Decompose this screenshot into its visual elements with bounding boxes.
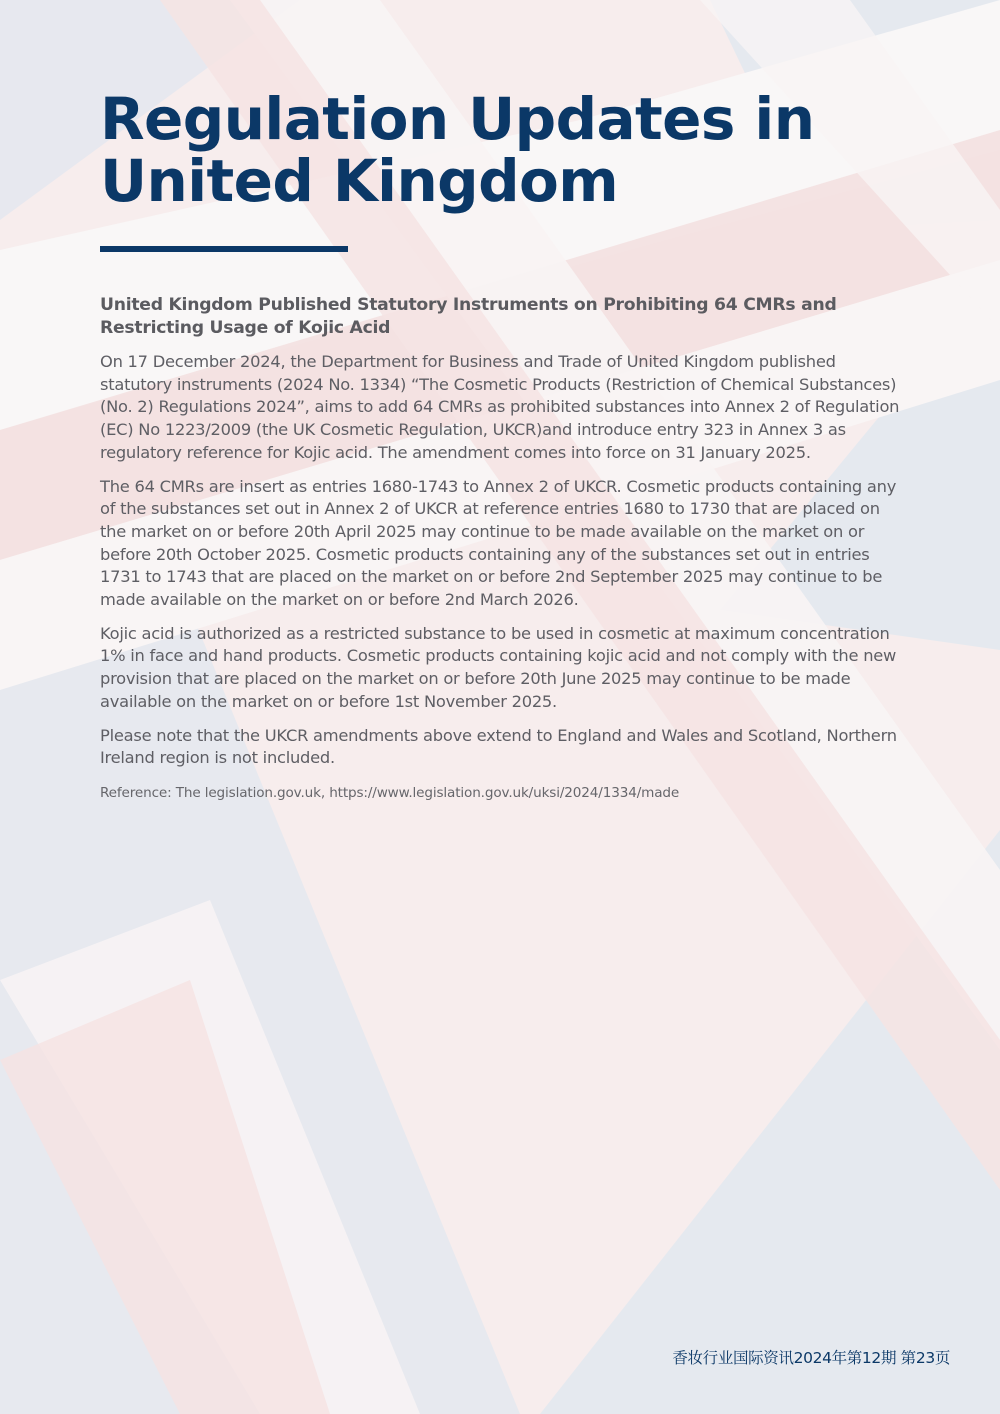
paragraph-4: Please note that the UKCR amendments above extend to England and Wales and Scotland, Northern Ireland region is not included. [100,725,897,768]
page-footer: 香妆行业国际资讯2024年第12期 第23页 [672,1349,950,1367]
reference-line: Reference: The legislation.gov.uk, https://www.legislation.gov.uk/uksi/2024/1334/made [100,784,680,801]
paragraph-3: Kojic acid is authorized as a restricted substance to be used in cosmetic at maximum concentration 1% in face and hand products. Cosmetic products containing kojic acid and not comply with the new provision that are placed on the market on or before 20th June 2025 may continue to be made available on the market on or before 1st November 2025. [100,623,897,711]
title-underline [100,246,348,252]
article-heading: United Kingdom Published Statutory Instruments on Prohibiting 64 CMRs and Restricting Usage of Kojic Acid [100,295,837,338]
paragraph-1: On 17 December 2024, the Department for Business and Trade of United Kingdom published statutory instruments (2024 No. 1334) “The Cosmetic Products (Restriction of Chemical Substances) (No. 2) Regulations 2024”, aims to add 64 CMRs as prohibited substances into Annex 2 of Regulation (EC) No 1223/2009 (the UK Cosmetic Regulation, UKCR)and introduce entry 323 in Annex 3 as regulatory reference for Kojic acid. The amendment comes into force on 31 January 2025. [100,352,900,462]
paragraph-2: The 64 CMRs are insert as entries 1680-1743 to Annex 2 of UKCR. Cosmetic products containing any of the substances set out in Annex 2 of UKCR at reference entries 1680 to 1730 that are placed on the market on or before 20th April 2025 may continue to be made available on the market on or before 20th October 2025. Cosmetic products containing any of the substances set out in entries 1731 to 1743 that are placed on the market on or before 2nd September 2025 may continue to be made available on the market on or before 2nd March 2026. [100,476,897,610]
title-line-1: Regulation Updates in [100,85,815,153]
page-title [100,85,900,215]
article-content [100,294,900,802]
title-line-2: United Kingdom [100,147,619,215]
